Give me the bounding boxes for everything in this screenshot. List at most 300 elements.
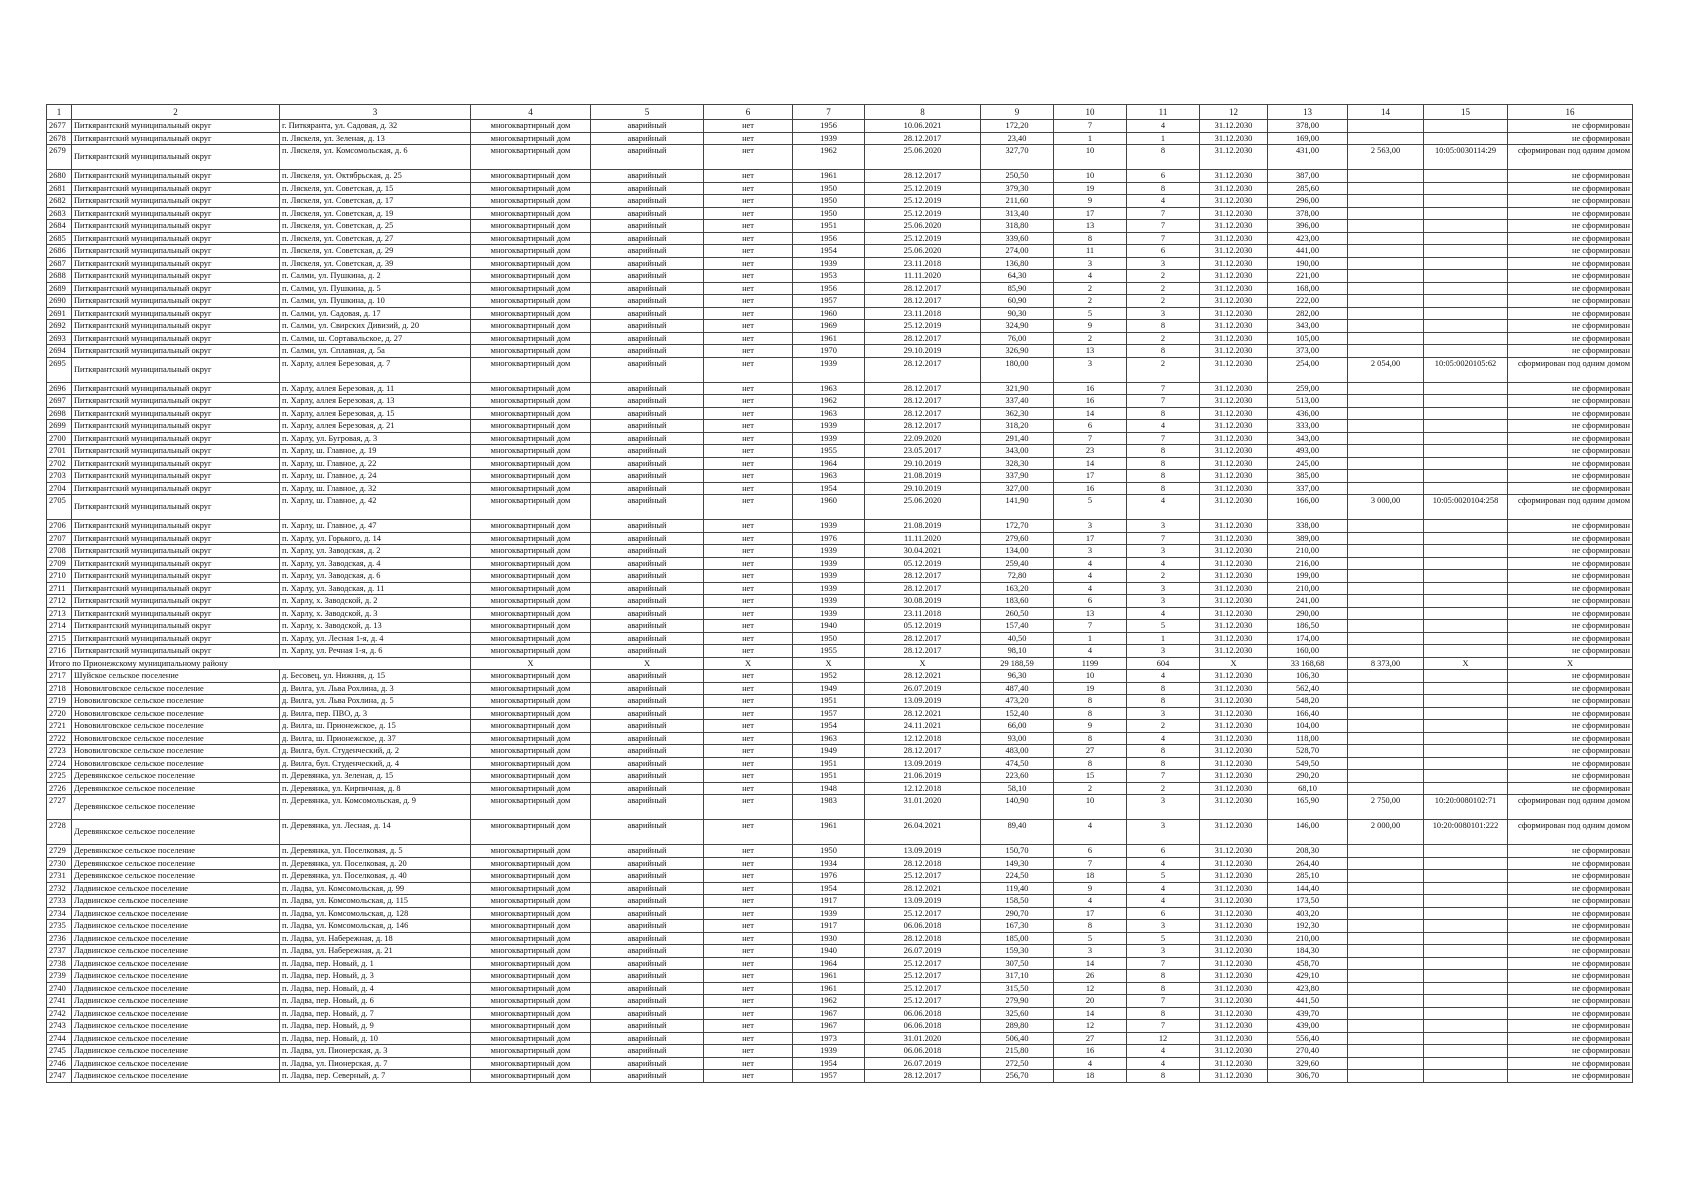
table-cell: многоквартирный дом xyxy=(471,120,591,133)
row-number: 2744 xyxy=(47,1032,72,1045)
table-cell: 6 xyxy=(1054,845,1127,858)
table-cell: нет xyxy=(704,970,793,983)
table-cell: не сформирован xyxy=(1508,970,1633,983)
table-cell: 3 xyxy=(1054,257,1127,270)
table-cell: 1940 xyxy=(793,945,865,958)
table-cell: Питкярантский муниципальный округ xyxy=(72,182,280,195)
table-cell: 25.06.2020 xyxy=(865,245,981,258)
table-cell: д. Вилга, ул. Льва Рохлина, д. 5 xyxy=(280,695,471,708)
table-cell: п. Ладва, пер. Новый, д. 10 xyxy=(280,1032,471,1045)
table-cell: многоквартирный дом xyxy=(471,782,591,795)
table-cell xyxy=(1348,457,1424,470)
total-value: X xyxy=(591,657,704,670)
table-cell: Шуйское сельское поселение xyxy=(72,670,280,683)
table-cell: не сформирован xyxy=(1508,170,1633,183)
table-cell: 7 xyxy=(1127,207,1200,220)
row-number: 2715 xyxy=(47,632,72,645)
row-number: 2697 xyxy=(47,395,72,408)
table-cell: 5 xyxy=(1054,932,1127,945)
table-cell: 343,00 xyxy=(1268,320,1348,333)
table-cell: 343,00 xyxy=(1268,432,1348,445)
table-cell: многоквартирный дом xyxy=(471,332,591,345)
table-cell: 31.12.2030 xyxy=(1200,857,1268,870)
table-cell: 167,30 xyxy=(981,920,1054,933)
row-number: 2729 xyxy=(47,845,72,858)
table-cell: 31.12.2030 xyxy=(1200,1057,1268,1070)
table-cell: 96,30 xyxy=(981,670,1054,683)
table-cell xyxy=(1348,257,1424,270)
table-cell: 327,70 xyxy=(981,145,1054,170)
table-cell: Питкярантский муниципальный округ xyxy=(72,595,280,608)
table-cell: 31.12.2030 xyxy=(1200,1020,1268,1033)
table-cell: п. Ладва, пер. Северный, д. 7 xyxy=(280,1070,471,1083)
table-cell: 146,00 xyxy=(1268,820,1348,845)
table-cell xyxy=(1424,995,1508,1008)
table-cell: аварийный xyxy=(591,382,704,395)
table-cell: нет xyxy=(704,820,793,845)
header-row xyxy=(47,105,1633,120)
table-cell: 13.09.2019 xyxy=(865,845,981,858)
table-cell: не сформирован xyxy=(1508,232,1633,245)
table-cell: 31.12.2030 xyxy=(1200,970,1268,983)
table-cell: 31.12.2030 xyxy=(1200,545,1268,558)
table-cell: 31.12.2030 xyxy=(1200,607,1268,620)
table-cell: 31.12.2030 xyxy=(1200,995,1268,1008)
table-cell xyxy=(1424,432,1508,445)
table-row xyxy=(47,395,1633,408)
table-cell: 169,00 xyxy=(1268,132,1348,145)
table-cell: многоквартирный дом xyxy=(471,707,591,720)
table-cell: аварийный xyxy=(591,770,704,783)
table-cell: аварийный xyxy=(591,782,704,795)
table-cell: аварийный xyxy=(591,857,704,870)
table-cell: многоквартирный дом xyxy=(471,145,591,170)
table-cell: не сформирован xyxy=(1508,932,1633,945)
table-cell xyxy=(1424,407,1508,420)
table-cell: д. Вилга, бул. Студенческий, д. 2 xyxy=(280,745,471,758)
table-cell: 1917 xyxy=(793,895,865,908)
table-cell xyxy=(1424,882,1508,895)
table-cell: 10 xyxy=(1054,670,1127,683)
table-cell: не сформирован xyxy=(1508,620,1633,633)
table-cell: 25.12.2017 xyxy=(865,870,981,883)
row-number: 2710 xyxy=(47,570,72,583)
table-row xyxy=(47,957,1633,970)
table-cell: Ладвинское сельское поселение xyxy=(72,895,280,908)
table-cell: многоквартирный дом xyxy=(471,770,591,783)
table-cell: многоквартирный дом xyxy=(471,820,591,845)
table-cell: 90,30 xyxy=(981,307,1054,320)
table-cell: Питкярантский муниципальный округ xyxy=(72,457,280,470)
table-cell: 163,20 xyxy=(981,582,1054,595)
emergency-housing-table xyxy=(46,104,1633,1083)
table-cell: 7 xyxy=(1054,857,1127,870)
table-cell: аварийный xyxy=(591,307,704,320)
table-cell: 245,00 xyxy=(1268,457,1348,470)
table-row xyxy=(47,945,1633,958)
table-cell: нет xyxy=(704,345,793,358)
table-cell: нет xyxy=(704,907,793,920)
row-number: 2747 xyxy=(47,1070,72,1083)
table-cell: не сформирован xyxy=(1508,420,1633,433)
table-cell: 23.11.2018 xyxy=(865,607,981,620)
table-cell: 8 xyxy=(1054,920,1127,933)
table-cell: многоквартирный дом xyxy=(471,870,591,883)
table-cell xyxy=(1424,982,1508,995)
table-cell: п. Ладва, пер. Новый, д. 4 xyxy=(280,982,471,995)
table-cell: нет xyxy=(704,645,793,658)
table-cell: 31.12.2030 xyxy=(1200,195,1268,208)
table-row xyxy=(47,1045,1633,1058)
table-cell: многоквартирный дом xyxy=(471,995,591,1008)
table-cell: г. Питкяранта, ул. Садовая, д. 32 xyxy=(280,120,471,133)
table-cell: п. Ладва, ул. Комсомольская, д. 99 xyxy=(280,882,471,895)
table-cell: нет xyxy=(704,432,793,445)
table-cell: 439,00 xyxy=(1268,1020,1348,1033)
table-cell: 1970 xyxy=(793,345,865,358)
table-cell xyxy=(1348,695,1424,708)
table-cell: не сформирован xyxy=(1508,332,1633,345)
table-cell: 6 xyxy=(1054,595,1127,608)
table-cell: 28.12.2018 xyxy=(865,932,981,945)
table-cell: 1957 xyxy=(793,1070,865,1083)
row-number: 2701 xyxy=(47,445,72,458)
table-cell: 152,40 xyxy=(981,707,1054,720)
table-cell xyxy=(1424,307,1508,320)
table-cell: 192,30 xyxy=(1268,920,1348,933)
table-cell: 2 xyxy=(1054,282,1127,295)
table-cell: аварийный xyxy=(591,870,704,883)
table-cell: 31.12.2030 xyxy=(1200,307,1268,320)
row-number: 2731 xyxy=(47,870,72,883)
table-cell: 396,00 xyxy=(1268,220,1348,233)
table-row xyxy=(47,895,1633,908)
table-cell: 22.09.2020 xyxy=(865,432,981,445)
table-cell: не сформирован xyxy=(1508,445,1633,458)
table-cell: 1961 xyxy=(793,170,865,183)
table-cell: 31.01.2020 xyxy=(865,1032,981,1045)
table-cell: аварийный xyxy=(591,670,704,683)
table-cell: 1969 xyxy=(793,320,865,333)
row-number: 2711 xyxy=(47,582,72,595)
table-cell: многоквартирный дом xyxy=(471,182,591,195)
table-cell: нет xyxy=(704,982,793,995)
table-row xyxy=(47,357,1633,382)
table-row xyxy=(47,545,1633,558)
table-cell: 1954 xyxy=(793,482,865,495)
table-cell: 8 xyxy=(1127,970,1200,983)
table-cell: 23.11.2018 xyxy=(865,257,981,270)
table-row xyxy=(47,1057,1633,1070)
table-cell xyxy=(1348,445,1424,458)
table-cell xyxy=(1348,545,1424,558)
table-cell: 105,00 xyxy=(1268,332,1348,345)
table-cell: аварийный xyxy=(591,895,704,908)
table-cell: 224,50 xyxy=(981,870,1054,883)
table-cell: 06.06.2018 xyxy=(865,1020,981,1033)
table-cell xyxy=(1348,770,1424,783)
table-cell: 549,50 xyxy=(1268,757,1348,770)
table-cell: 26.04.2021 xyxy=(865,820,981,845)
table-cell: 1956 xyxy=(793,232,865,245)
table-cell: нет xyxy=(704,770,793,783)
table-cell: многоквартирный дом xyxy=(471,420,591,433)
table-cell xyxy=(1424,295,1508,308)
table-cell: аварийный xyxy=(591,882,704,895)
table-cell: многоквартирный дом xyxy=(471,882,591,895)
table-cell: 10 xyxy=(1054,795,1127,820)
table-cell: 307,50 xyxy=(981,957,1054,970)
table-cell xyxy=(1348,620,1424,633)
table-cell: 259,00 xyxy=(1268,382,1348,395)
table-cell: 2 xyxy=(1054,295,1127,308)
table-cell: 10 xyxy=(1054,145,1127,170)
table-cell xyxy=(1348,932,1424,945)
table-cell: многоквартирный дом xyxy=(471,1007,591,1020)
table-cell: многоквартирный дом xyxy=(471,457,591,470)
table-cell xyxy=(1348,1032,1424,1045)
table-cell: 11.11.2020 xyxy=(865,270,981,283)
table-cell: не сформирован xyxy=(1508,920,1633,933)
table-cell: 5 xyxy=(1127,870,1200,883)
table-cell: 9 xyxy=(1054,320,1127,333)
table-row xyxy=(47,120,1633,133)
table-cell xyxy=(1424,132,1508,145)
table-row xyxy=(47,282,1633,295)
table-cell: нет xyxy=(704,745,793,758)
table-cell: 291,40 xyxy=(981,432,1054,445)
table-cell: 31.12.2030 xyxy=(1200,732,1268,745)
row-number: 2695 xyxy=(47,357,72,382)
table-cell: 25.06.2020 xyxy=(865,495,981,520)
table-cell: 28.12.2017 xyxy=(865,745,981,758)
table-cell: 8 xyxy=(1054,695,1127,708)
table-cell: многоквартирный дом xyxy=(471,732,591,745)
table-cell: 18 xyxy=(1054,870,1127,883)
table-cell: многоквартирный дом xyxy=(471,270,591,283)
table-cell: 7 xyxy=(1127,395,1200,408)
table-cell: 3 xyxy=(1127,595,1200,608)
table-cell: 1939 xyxy=(793,545,865,558)
table-row xyxy=(47,732,1633,745)
table-cell: 31.12.2030 xyxy=(1200,1032,1268,1045)
table-cell: 40,50 xyxy=(981,632,1054,645)
table-cell: 12.12.2018 xyxy=(865,782,981,795)
table-cell: 166,40 xyxy=(1268,707,1348,720)
total-label: Итого по Прионежскому муниципальному району xyxy=(47,657,471,670)
table-cell: аварийный xyxy=(591,845,704,858)
table-cell: 436,00 xyxy=(1268,407,1348,420)
table-cell: аварийный xyxy=(591,557,704,570)
table-cell: многоквартирный дом xyxy=(471,970,591,983)
row-number: 2679 xyxy=(47,145,72,170)
table-cell: д. Вилга, бул. Студенческий, д. 4 xyxy=(280,757,471,770)
table-cell xyxy=(1424,1045,1508,1058)
table-cell: не сформирован xyxy=(1508,945,1633,958)
table-row xyxy=(47,1020,1633,1033)
table-cell: многоквартирный дом xyxy=(471,357,591,382)
row-number: 2683 xyxy=(47,207,72,220)
table-cell: не сформирован xyxy=(1508,607,1633,620)
table-cell: Деревянкское сельское поселение xyxy=(72,820,280,845)
table-cell: 16 xyxy=(1054,395,1127,408)
table-cell: 28.12.2017 xyxy=(865,645,981,658)
table-cell: Ладвинское сельское поселение xyxy=(72,970,280,983)
table-cell: 31.12.2030 xyxy=(1200,132,1268,145)
table-cell: аварийный xyxy=(591,357,704,382)
table-cell xyxy=(1348,757,1424,770)
table-cell: 27 xyxy=(1054,1032,1127,1045)
table-cell: 13 xyxy=(1054,607,1127,620)
table-row xyxy=(47,582,1633,595)
table-cell: 5 xyxy=(1127,620,1200,633)
table-cell: 4 xyxy=(1054,557,1127,570)
table-cell: 385,00 xyxy=(1268,470,1348,483)
table-cell: п. Харлу, ул. Заводская, д. 6 xyxy=(280,570,471,583)
table-cell: нет xyxy=(704,1045,793,1058)
table-cell xyxy=(1348,470,1424,483)
table-cell xyxy=(1348,432,1424,445)
table-cell: 29.10.2019 xyxy=(865,345,981,358)
table-cell: не сформирован xyxy=(1508,457,1633,470)
table-cell: п. Салми, ул. Пушкина, д. 5 xyxy=(280,282,471,295)
table-cell: аварийный xyxy=(591,695,704,708)
table-cell xyxy=(1424,920,1508,933)
table-cell: нет xyxy=(704,732,793,745)
table-cell: аварийный xyxy=(591,745,704,758)
table-cell: не сформирован xyxy=(1508,682,1633,695)
table-cell: нет xyxy=(704,882,793,895)
table-cell: 12 xyxy=(1127,1032,1200,1045)
table-cell: 1960 xyxy=(793,307,865,320)
table-cell: 10.06.2021 xyxy=(865,120,981,133)
table-cell: Питкярантский муниципальный округ xyxy=(72,345,280,358)
table-row xyxy=(47,470,1633,483)
table-cell xyxy=(1424,195,1508,208)
table-cell: 31.12.2030 xyxy=(1200,745,1268,758)
table-cell: не сформирован xyxy=(1508,720,1633,733)
table-cell: Питкярантский муниципальный округ xyxy=(72,545,280,558)
table-cell xyxy=(1348,882,1424,895)
table-cell: многоквартирный дом xyxy=(471,720,591,733)
table-cell xyxy=(1424,557,1508,570)
table-cell: Нововилговское сельское поселение xyxy=(72,707,280,720)
table-row xyxy=(47,607,1633,620)
table-cell: многоквартирный дом xyxy=(471,220,591,233)
table-cell: Нововилговское сельское поселение xyxy=(72,732,280,745)
table-cell xyxy=(1348,120,1424,133)
table-cell: 1934 xyxy=(793,857,865,870)
table-cell: п. Ляскеля, ул. Советская, д. 25 xyxy=(280,220,471,233)
table-cell: д. Бесовец, ул. Нижняя, д. 15 xyxy=(280,670,471,683)
table-cell: 1950 xyxy=(793,195,865,208)
table-cell: сформирован под одним домом xyxy=(1508,357,1633,382)
table-cell: многоквартирный дом xyxy=(471,1020,591,1033)
row-number: 2685 xyxy=(47,232,72,245)
table-cell xyxy=(1348,920,1424,933)
table-cell: 4 xyxy=(1054,570,1127,583)
table-cell: 1950 xyxy=(793,207,865,220)
table-cell: не сформирован xyxy=(1508,1070,1633,1083)
table-cell: не сформирован xyxy=(1508,882,1633,895)
table-cell: 1940 xyxy=(793,620,865,633)
table-cell: аварийный xyxy=(591,1070,704,1083)
table-cell xyxy=(1348,407,1424,420)
table-cell: аварийный xyxy=(591,270,704,283)
table-cell: аварийный xyxy=(591,232,704,245)
table-cell: 337,90 xyxy=(981,470,1054,483)
table-cell: нет xyxy=(704,795,793,820)
table-cell: 186,50 xyxy=(1268,620,1348,633)
table-cell: 1963 xyxy=(793,470,865,483)
table-cell: 31.12.2030 xyxy=(1200,145,1268,170)
table-cell: 1973 xyxy=(793,1032,865,1045)
table-cell: 31.12.2030 xyxy=(1200,520,1268,533)
table-cell xyxy=(1424,282,1508,295)
table-cell: п. Харлу, аллея Березовая, д. 11 xyxy=(280,382,471,395)
table-cell: Деревянкское сельское поселение xyxy=(72,782,280,795)
table-cell: 21.08.2019 xyxy=(865,470,981,483)
table-cell: многоквартирный дом xyxy=(471,745,591,758)
table-cell: 25.12.2019 xyxy=(865,195,981,208)
table-cell xyxy=(1424,520,1508,533)
table-cell: 8 xyxy=(1127,320,1200,333)
table-cell: 26.07.2019 xyxy=(865,945,981,958)
table-cell: 28.12.2017 xyxy=(865,420,981,433)
table-cell: 1 xyxy=(1054,632,1127,645)
table-cell xyxy=(1424,745,1508,758)
table-cell: не сформирован xyxy=(1508,257,1633,270)
table-cell: нет xyxy=(704,595,793,608)
table-cell: 2 750,00 xyxy=(1348,795,1424,820)
table-cell xyxy=(1348,270,1424,283)
table-cell xyxy=(1424,895,1508,908)
table-cell: нет xyxy=(704,632,793,645)
table-cell: 8 xyxy=(1127,482,1200,495)
table-cell: аварийный xyxy=(591,445,704,458)
table-cell xyxy=(1348,1070,1424,1083)
table-cell: 17 xyxy=(1054,907,1127,920)
table-cell: не сформирован xyxy=(1508,470,1633,483)
table-cell: 1967 xyxy=(793,1007,865,1020)
table-cell: п. Деревянка, ул. Поселковая, д. 5 xyxy=(280,845,471,858)
table-cell: 8 xyxy=(1127,145,1200,170)
row-number: 2745 xyxy=(47,1045,72,1058)
table-cell: 14 xyxy=(1054,1007,1127,1020)
table-cell: 306,70 xyxy=(1268,1070,1348,1083)
table-cell: Деревянкское сельское поселение xyxy=(72,845,280,858)
table-cell: нет xyxy=(704,920,793,933)
table-cell: п. Ладва, ул. Комсомольская, д. 146 xyxy=(280,920,471,933)
table-cell: 260,50 xyxy=(981,607,1054,620)
table-cell: 3 xyxy=(1127,820,1200,845)
table-cell: 31.12.2030 xyxy=(1200,645,1268,658)
table-cell: многоквартирный дом xyxy=(471,695,591,708)
table-cell: 1939 xyxy=(793,420,865,433)
table-cell: 270,40 xyxy=(1268,1045,1348,1058)
table-cell xyxy=(1424,332,1508,345)
row-number: 2714 xyxy=(47,620,72,633)
total-row xyxy=(47,657,1633,670)
table-cell: Ладвинское сельское поселение xyxy=(72,1020,280,1033)
table-cell: п. Харлу, аллея Березовая, д. 7 xyxy=(280,357,471,382)
table-cell: п. Харлу, ул. Речная 1-я, д. 6 xyxy=(280,645,471,658)
table-cell: 439,70 xyxy=(1268,1007,1348,1020)
table-cell: 3 xyxy=(1127,707,1200,720)
table-cell: 1951 xyxy=(793,220,865,233)
table-cell: 85,90 xyxy=(981,282,1054,295)
table-cell: 1 xyxy=(1054,132,1127,145)
